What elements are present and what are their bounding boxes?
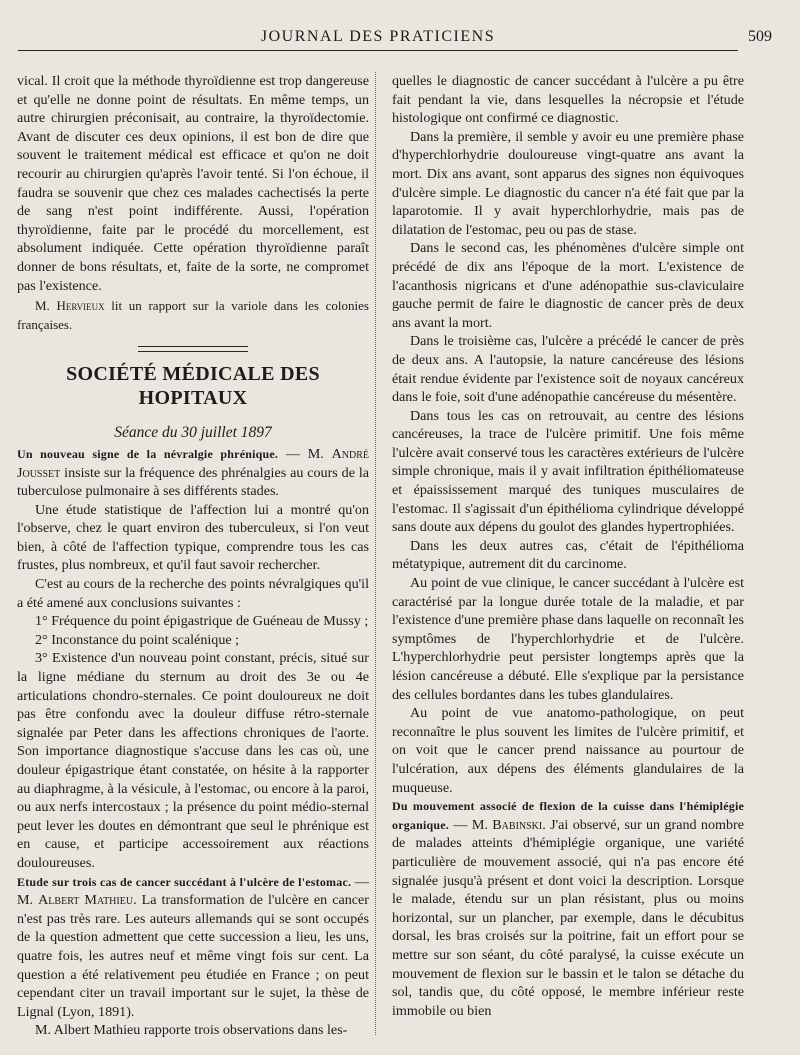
cancer-subheading: Etude sur trois cas de cancer succédant à l'ulcère de l'estomac. [17, 874, 352, 889]
cancer-intro: . La transformation de l'ulcère en cancer n'est pas très rare. Les auteurs allemands qui se sont occupés de la question admettent que cette succession a lieu, les uns, quatre fois, les autres neuf et même vingt fois sur cent. La question a été relativement peu étudiée en France ; on peut cependant citer un travail important sur le sujet, la thèse de Lignal (Lyon, 1891). [17, 892, 369, 1020]
all-cases-paragraph: Dans tous les cas on retrouvait, au centre des lésions cancéreuses, la trace de l'ulcère primitif. Une fois même l'ulcère avait conservé tous les caractères extérieurs de l'ulcère simple chronique, mais il y avait infiltration épithéliomateuse et épaississement marqué des tuniques musculaires de l'estomac. Il s'agissait d'un épithélioma cylindrique développé sans doute aux dépens du goulot des glandes hypertrophiées. [392, 407, 744, 536]
section-rule [138, 346, 248, 352]
conclusion-item-2: 2° Inconstance du point scalénique ; [35, 631, 240, 648]
third-case-paragraph: Dans le troisième cas, l'ulcère a précédé le cancer de près de deux ans. A l'autopsie, la nature cancéreuse des lésions était rendue évidente par l'existence soit de noyaux cancéreux dans le foie, soit d'une adénopathie cancéreuse du mésentère. [392, 333, 744, 406]
page-header [18, 28, 772, 51]
conclusion-item-3: 3° Existence d'un nouveau point constant, précis, situé sur la ligne médiane du sternum au droit des 3e ou 4e articulations chondro-sternales. Ce point douloureux ne doit pas être confondu avec la douleur diffuse rétro-sternale signalée par Peter dans les affections chroniques de l'aorte. Son importance diagnostique s'accuse dans les cas où, une douleur épigastrique étant constatée, on hésite à la rapporter au diaphragme, à la vésicule, à l'estomac, ou encore à la paroi, ou aux nerfs intercostaux ; la présence du point médio-sternal peut lever les doutes en démontrant que seul le phrénique est en cause, et participe accessoirement aux réactions douloureuses. [17, 650, 369, 871]
report-text: lit un rapport sur la variole dans les colonies françaises. [17, 298, 369, 332]
statistics-paragraph: Une étude statistique de l'affection lui a montré qu'on l'observe, chez le quart environ des tuberculeux, si l'on veut bien, à côté de l'affection typique, comprendre tous les cas frustes, plus nombreux, et qu'il faut savoir rechercher. [17, 501, 369, 574]
clinical-paragraph: Au point de vue clinique, le cancer succédant à l'ulcère est caractérisé par la longue durée totale de la maladie, et par l'existence d'une première phase dans laquelle on reconnaît les symptômes de l'hyperchlorhydrie et de l'ulcère. L'hyperchlorhydrie peut persister longtemps après que la lésion cancéreuse a débuté. Elle s'explique par la persistance des cellules bordantes dans les tubes glandulaires. [392, 575, 744, 703]
second-case-paragraph: Dans le second cas, les phénomènes d'ulcère simple ont précédé de dix ans l'époque de la mort. L'existence de l'acanthosis nigricans et d'une adénopathie sus-claviculaire gauche permit de faire le diagnostic de cancer près de deux ans avant la mort. [392, 240, 744, 331]
society-title: SOCIÉTÉ MÉDICALE DES HOPITAUX [66, 363, 320, 410]
first-case-paragraph: Dans la première, il semble y avoir eu une première phase d'hyperchlorhydrie douloureuse vingt-quatre ans avant la mort. Dix ans avant, sont apparus des signes non équivoques d'ulcère simple. Le diagnostic du cancer n'a été fait que par la laparotomie. Il y avait hyperchlorhydrie, mais pas de dilatation de l'estomac, peu ou pas de stase. [392, 128, 744, 238]
cancer-section [17, 873, 369, 1022]
conclusions-paragraph: C'est au cours de la recherche des points névralgiques qu'il a été amené aux conclusions suivantes : [17, 576, 369, 611]
phrenic-dash: — M. [278, 445, 332, 462]
running-title: JOURNAL DES PRATICIENS [260, 28, 496, 45]
report-author: M. Hervieux [35, 298, 105, 314]
phrenic-section [17, 445, 369, 501]
session-date: Séance du 30 juillet 1897 [114, 424, 272, 442]
diagnosis-continuation: quelles le diagnostic de cancer succédant à l'ulcère a pu être fait pendant la vie, dans lesquelles la nécropsie et l'étude histologique ont confirmé ce diagnostic. [392, 73, 744, 127]
report-note [17, 297, 369, 334]
hemiplegia-dash: — M. [449, 816, 493, 833]
observations-paragraph: M. Albert Mathieu rapporte trois observations dans les- [35, 1022, 348, 1039]
column-divider [375, 72, 376, 1035]
cancer-dash: — M. [17, 873, 369, 909]
other-cases-paragraph: Dans les deux autres cas, c'était de l'épithélioma métatypique, autrement dit du carcinome. [392, 537, 744, 573]
phrenic-author: André Jousset [17, 445, 369, 481]
right-column [392, 72, 744, 1020]
anatomo-paragraph: Au point de vue anatomo-pathologique, on peut reconnaître le plus souvent les limites de l'ulcère primitif, et on voit que le cancer prend naissance au pourtour de l'ulcération, aux dépens des éléments glandulaires de la muqueuse. [392, 705, 744, 796]
hemiplegia-subheading: Du mouvement associé de flexion de la cuisse dans l'hémiplégie organique. [392, 799, 744, 832]
phrenic-subheading: Un nouveau signe de la névralgie phrénique. [17, 446, 279, 461]
left-column [17, 72, 369, 1040]
phrenic-intro: insiste sur la fréquence des phrénalgies au cours de la tuberculose pulmonaire à ses différents stades. [17, 464, 369, 500]
hemiplegia-author: Babinski [492, 816, 543, 833]
hemiplegia-text: . J'ai observé, sur un grand nombre de malades atteints d'hémiplégie organique, une variété particulière de mouvement associé, qui n'a pas encore été signalée jusqu'à présent et dont voici la description. Lorsque le malade, étendu sur un plan résistant, plus ou moins horizontal, sur un plancher, par exemple, dans le décubitus dorsal, les bras croisés sur la poitrine, fait un effort pour se mettre sur son séant, du côté paralysé, la cuisse exécute un mouvement de flexion sur le bassin et le talon se détache du sol, tandis que, du côté opposé, le membre inférieur reste immobile ou bien [392, 816, 744, 1019]
page-number: 509 [748, 28, 772, 45]
conclusion-item-1: 1° Fréquence du point épigastrique de Guéneau de Mussy ; [35, 613, 369, 630]
thyroid-paragraph: vical. Il croit que la méthode thyroïdienne est trop dangereuse et qu'elle ne donne point de résultats. En même temps, un autre chirurgien préconisait, au contraire, la thyroïdectomie. Avant de discuter ces deux opinions, il est bon de dire que souvent le traitement médical est efficace et qu'on ne doit recourir au chirurgien qu'après l'avoir tenté. Si l'on échoue, il faudra se souvenir que chez ces malades cachectisés la perte de sang n'est point indifférente. Aussi, l'opération thyroïdienne, faite par le procédé du morcellement, est absolument indiquée. Cette opération thyroïdienne paraît donner de bons résultats, et, faite de la sorte, ne compromet pas l'existence. [17, 73, 369, 294]
hemiplegia-section [392, 797, 744, 1020]
cancer-author: Albert Mathieu [38, 892, 134, 909]
